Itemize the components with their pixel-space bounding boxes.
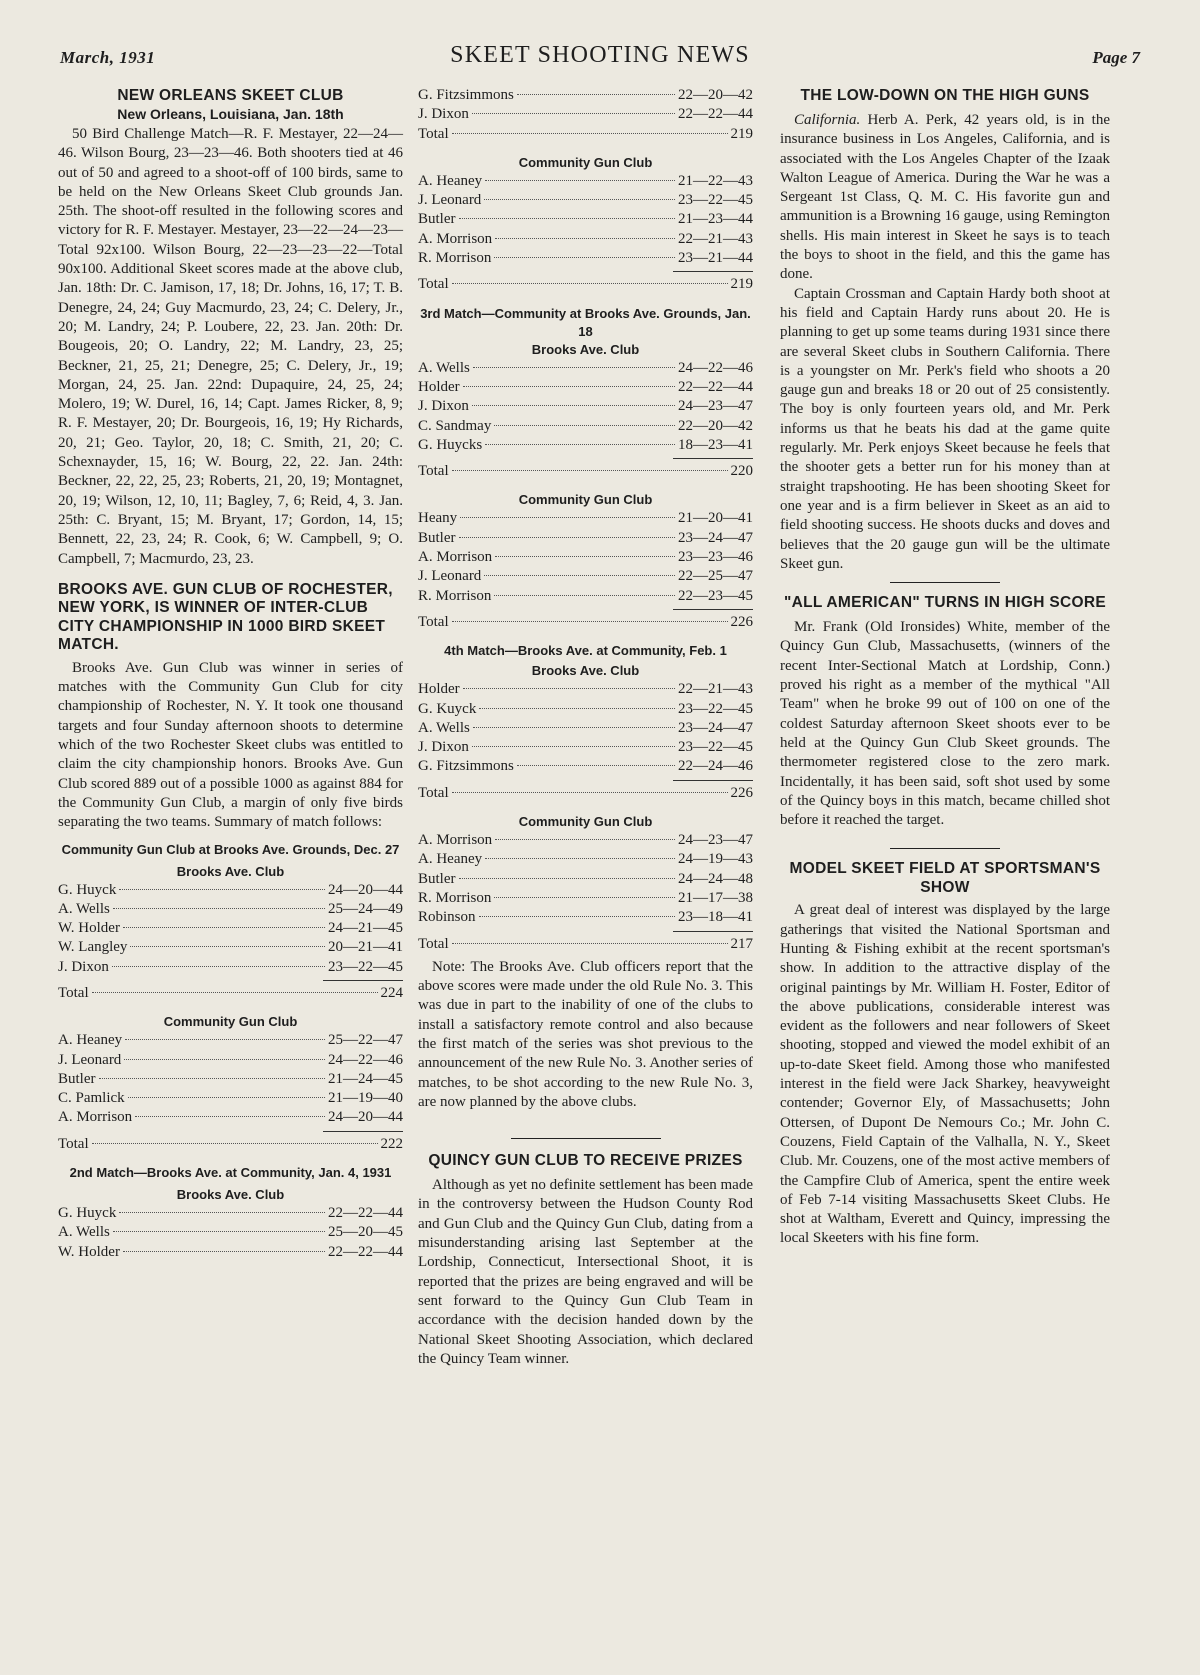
shooter-score: 21—20—41 (678, 510, 753, 527)
headline-brooks: BROOKS AVE. GUN CLUB OF ROCHESTER, NEW YORK, IS WINNER OF INTER-CLUB CITY CHAMPIONSHIP IN 1000 BIRD SKEET MATCH. (58, 580, 393, 654)
score-row (418, 831, 753, 850)
shooter-name: J. Leonard (418, 568, 482, 585)
match3-community-table (418, 509, 753, 605)
match4-community-table (418, 831, 753, 927)
match2-brooks-title: Brooks Ave. Club (176, 1187, 285, 1203)
shooter-score: 24—19—43 (678, 851, 753, 868)
match2-community-table (418, 172, 753, 268)
shooter-score: 22—22—44 (678, 106, 753, 123)
score-row (418, 850, 753, 869)
shooter-score: 23—23—46 (678, 549, 753, 566)
shooter-score: 23—24—47 (678, 529, 753, 546)
shooter-score: 21—23—44 (678, 211, 753, 228)
shooter-name: A. Wells (58, 900, 110, 917)
match4-brooks-table (418, 680, 753, 776)
shooter-score: 24—20—44 (328, 1109, 403, 1126)
match1-community-title: Community Gun Club (163, 1014, 298, 1030)
match-note: Note: The Brooks Ave. Club officers report that the above scores were made under the old Rule No. 3. This was due in part to the inability of one of the clubs to install a satisfactory remote control and also because the first match of the series was shot previous to the announcement of the new Rule No. 3. Another series of matches, to be shot according to the new Rule No. 3, are now planned by the above clubs. (418, 958, 753, 1110)
page-number: Page 7 (1092, 48, 1140, 67)
score-row (418, 417, 753, 436)
score-row (418, 757, 753, 776)
match2-community-total: Total 219 (418, 276, 753, 293)
shooter-name: A. Wells (58, 1224, 110, 1241)
score-row (58, 1089, 403, 1108)
score-row (418, 378, 753, 397)
shooter-name: J. Dixon (418, 106, 469, 123)
shooter-name: A. Wells (418, 719, 470, 736)
shooter-name: G. Fitzsimmons (418, 87, 514, 103)
shooter-score: 25—22—47 (328, 1032, 403, 1049)
match1-brooks-table (58, 881, 403, 977)
shooter-name: C. Pamlick (58, 1090, 125, 1107)
article-quincy-prizes: Although as yet no definite settlement has been made in the controversy between the Hudson County Rod and Gun Club and the Quincy Gun Club, dating from a misunderstanding arising last September at the Lordship, Connecticut, Intersectional Shoot, it is reported that the prizes are being engraved and will be sent forward to the Quincy Gun Club Team in accordance with the decision handed down by the National Skeet Shooting Association, which declared the Quincy Team winner. (418, 1177, 753, 1367)
match2-brooks-table-part1 (58, 1204, 403, 1262)
article-lowdown-p1: California. Herb A. Perk, 42 years old, is in the insurance business in Los Angeles, California, and is associated with the Los Angeles Chapter of the Izaak Walton League of America. During the War he was a Sergeant 1st Class, Q. M. C. His favorite gun and ammunition is a Browning 16 gauge, using Remington shells. His main interest in Skeet he says is to teach the boys to shoot in the field, and this the game has done. (780, 112, 1110, 283)
shooter-score: 18—23—41 (678, 436, 753, 453)
headline-quincy-prizes: QUINCY GUN CLUB TO RECEIVE PRIZES (428, 1152, 743, 1170)
score-row (418, 529, 753, 548)
shooter-score: 21—24—45 (328, 1070, 403, 1087)
headline-new-orleans: NEW ORLEANS SKEET CLUB (117, 87, 344, 104)
shooter-name: Butler (418, 529, 456, 546)
shooter-name: G. Kuyck (418, 700, 477, 717)
match3-community-title: Community Gun Club (518, 492, 653, 508)
match2-brooks-table-part2 (418, 86, 753, 125)
shooter-name: A. Heaney (418, 172, 483, 189)
shooter-name: G. Fitzsimmons (418, 758, 514, 775)
score-row (418, 870, 753, 889)
score-row (58, 1243, 403, 1262)
score-row (58, 938, 403, 957)
shooter-score: 22—23—45 (678, 587, 753, 604)
match3-community-total: Total 226 (418, 613, 753, 630)
score-row (58, 1223, 403, 1242)
match4-community-title: Community Gun Club (518, 814, 653, 830)
shooter-name: J. Leonard (58, 1051, 122, 1068)
shooter-name: J. Dixon (418, 398, 469, 415)
column-middle (418, 86, 753, 1369)
score-row (58, 1051, 403, 1070)
score-row (418, 680, 753, 699)
score-row (418, 700, 753, 719)
shooter-score: 22—24—46 (678, 758, 753, 775)
article-model-field: A great deal of interest was displayed by the large gatherings that visited the National Sportsman and Hunting & Fishing exhibit at the recent sportsman's show. In addition to the attractive display of the original paintings by Mr. William H. Foster, Editor of the above publications, considerable interest was evident as the followers and near followers of Skeet shooting, stopped and viewed the model exhibit of an up-to-date Skeet field. Among those who manifested interest in the field were Jack Sharkey, heavyweight contender; Governor Ely, of Massachusetts; John Ottersen, of Dupont De Nemours Co.; Mr. John C. Couzens, Field Captain of the Valhalla, N. Y., Skeet Club. Mr. Couzens, one of the most active members of the Campfire Club of America, spent the entire week of Feb 7-14 visiting Massachusetts Skeet Clubs. He shot at Waltham, Everett and Quincy, impressing the local Skeeters with his fine form. (780, 902, 1110, 1247)
score-row (58, 958, 403, 977)
score-row (418, 397, 753, 416)
match3-brooks-total: Total 220 (418, 463, 753, 480)
match4-brooks-total: Total 226 (418, 784, 753, 801)
shooter-score: 22—21—43 (678, 230, 753, 247)
shooter-score: 22—22—44 (678, 378, 753, 395)
match3-title: 3rd Match—Community at Brooks Ave. Grounds, Jan. 18 (420, 305, 751, 339)
match2-title: 2nd Match—Brooks Ave. at Community, Jan. 4, 1931 (69, 1165, 392, 1181)
score-row (418, 719, 753, 738)
shooter-name: A. Morrison (418, 832, 493, 849)
article-brooks: Brooks Ave. Gun Club was winner in series of matches with the Community Gun Club for city championship of Rochester, N. Y. It took one thousand targets and four Sunday afternoon shoots to determine which of the two Rochester Skeet clubs was entitled to claim the city championship honors. Brooks Ave. Gun Club scored 889 out of a possible 1000 as against 884 for the Community Gun Club, a margin of only five birds separating the two teams. Summary of match follows: (58, 659, 403, 831)
score-row (58, 881, 403, 900)
score-row (418, 738, 753, 757)
column-right (780, 86, 1110, 1249)
shooter-name: W. Holder (58, 920, 120, 937)
score-row (418, 86, 753, 105)
shooter-name: A. Morrison (58, 1109, 133, 1126)
shooter-name: A. Heaney (58, 1032, 123, 1049)
match2-brooks-total: Total 219 (418, 125, 753, 142)
score-row (58, 1070, 403, 1089)
score-row (418, 359, 753, 378)
score-row (418, 230, 753, 249)
shooter-score: 22—22—44 (328, 1205, 403, 1222)
score-row (58, 1204, 403, 1223)
shooter-score: 22—22—44 (328, 1243, 403, 1260)
shooter-name: Butler (58, 1070, 96, 1087)
match4-brooks-title: Brooks Ave. Club (531, 663, 640, 679)
shooter-score: 24—20—44 (328, 881, 403, 898)
score-row (58, 1108, 403, 1127)
article-new-orleans: 50 Bird Challenge Match—R. F. Mestayer, 22—24—46. Wilson Bourg, 23—23—46. Both shooters tied at 46 out of 50 and agreed to a shoot-off of 100 birds, same to be held on the New Orleans Skeet Club grounds Jan. 25th. The shoot-off resulted in the following scores and victory for R. F. Mestayer. Mestayer, 23—22—24—23—Total 92x100. Wilson Bourg, 22—23—23—22—Total 90x100. Additional Skeet scores made at the above club, Jan. 18th: Dr. C. Jamison, 17, 18; Dr. Johns, 16, 17; T. B. Denegre, 24, 24; Guy Macmurdo, 23, 24; C. Delery, Jr., 20; M. Landry, 24; P. Loubere, 22, 23. Jan. 20th: Dr. Bougeois, 20; O. Landry, 22; M. Landry, 23, 25; Beckner, 21, 25, 21; Denegre, 25; C. Delery, Jr., 19; Morgan, 24, 25. Jan. 22nd: Dupaquire, 24, 25, 24; Molero, 19; W. Durel, 16, 14; Capt. James Ricker, 8, 9; R. F. Mestayer, 20; Dr. Bourgeois, 16, 19; Hy Richards, 20, 21; Geo. Taylor, 20, 18; C. Smith, 21, 20; C. Schexnayder, 15, 16; W. Bourg, 22, 22. Jan. 24th: Beckner, 22, 22, 25, 23; Roberts, 21, 20, 19; Montagnet, 20, 19; Wilson, 12, 10, 11; Bagley, 7, 6; Reid, 4, 3. Jan. 25th: C. Bryant, 15; M. Bryant, 17; Gordon, 14, 15; Bennett, 22, 23, 24; R. Cook, 6; W. Campbell, 9; O. Campbell, 7; Macmurdo, 23, 23. (58, 126, 403, 567)
shooter-score: 24—23—47 (678, 398, 753, 415)
shooter-name: R. Morrison (418, 250, 492, 267)
shooter-name: C. Sandmay (418, 417, 492, 434)
shooter-name: A. Morrison (418, 549, 493, 566)
score-row (418, 210, 753, 229)
shooter-name: W. Langley (58, 939, 128, 956)
shooter-score: 23—22—45 (678, 192, 753, 209)
shooter-score: 23—21—44 (678, 250, 753, 267)
shooter-name: Robinson (418, 909, 476, 926)
score-row (418, 548, 753, 567)
score-row (418, 172, 753, 191)
shooter-score: 23—22—45 (678, 739, 753, 756)
match1-title: Community Gun Club at Brooks Ave. Grounds, Dec. 27 (61, 841, 400, 857)
score-row (418, 191, 753, 210)
shooter-name: Heany (418, 510, 458, 527)
shooter-name: A. Wells (418, 359, 470, 376)
shooter-name: Butler (418, 211, 456, 228)
shooter-name: J. Dixon (418, 739, 469, 756)
shooter-score: 23—22—45 (328, 958, 403, 975)
shooter-score: 23—22—45 (678, 700, 753, 717)
score-row (418, 249, 753, 268)
dateline-new-orleans: New Orleans, Louisiana, Jan. 18th (117, 106, 344, 122)
page-header (60, 42, 1140, 78)
shooter-name: R. Morrison (418, 889, 492, 906)
issue-date: March, 1931 (60, 48, 156, 67)
shooter-name: J. Dixon (58, 958, 109, 975)
score-row (58, 900, 403, 919)
score-row (418, 889, 753, 908)
shooter-name: A. Heaney (418, 851, 483, 868)
headline-model-field: MODEL SKEET FIELD AT SPORTSMAN'S SHOW (789, 860, 1101, 897)
shooter-score: 24—22—46 (678, 359, 753, 376)
shooter-name: G. Huycks (418, 436, 483, 453)
score-row (418, 105, 753, 124)
column-left (58, 86, 403, 1262)
shooter-name: Butler (418, 870, 456, 887)
shooter-name: J. Leonard (418, 192, 482, 209)
score-row (418, 587, 753, 606)
shooter-name: A. Morrison (418, 230, 493, 247)
shooter-name: W. Holder (58, 1243, 120, 1260)
shooter-score: 23—18—41 (678, 909, 753, 926)
shooter-score: 23—24—47 (678, 719, 753, 736)
score-row (58, 919, 403, 938)
shooter-score: 24—23—47 (678, 832, 753, 849)
lowdown-lead: California. (794, 112, 861, 128)
shooter-score: 25—24—49 (328, 900, 403, 917)
headline-lowdown: THE LOW-DOWN ON THE HIGH GUNS (800, 87, 1090, 104)
shooter-name: R. Morrison (418, 587, 492, 604)
shooter-score: 20—21—41 (328, 939, 403, 956)
shooter-score: 24—24—48 (678, 870, 753, 887)
shooter-score: 25—20—45 (328, 1224, 403, 1241)
match2-community-title: Community Gun Club (518, 154, 653, 170)
match3-brooks-title: Brooks Ave. Club (531, 341, 640, 357)
shooter-score: 21—22—43 (678, 172, 753, 189)
match1-brooks-title: Brooks Ave. Club (176, 863, 285, 879)
shooter-score: 22—20—42 (678, 87, 753, 103)
shooter-score: 21—19—40 (328, 1090, 403, 1107)
shooter-name: G. Huyck (58, 881, 117, 898)
score-row (418, 567, 753, 586)
shooter-score: 21—17—38 (678, 889, 753, 906)
match4-title: 4th Match—Brooks Ave. at Community, Feb. 1 (444, 643, 727, 659)
article-lowdown-p2: Captain Crossman and Captain Hardy both shoot at his field and Captain Hardy runs about 20. He is planning to get up some teams during 1931 since there are several Skeet clubs in Southern California. There is a youngster on Mr. Perk's field who shoots a 20 gauge gun and breaks 18 or 20 out of 25 consistently. The boy is only fourteen years old, and Mr. Perk informs us that he beats his dad at the game quite regularly. Mr. Perk enjoys Skeet because he feels that the shooter gets a better run for his money than at straight trapshooting. He has been shooting Skeet for one year and is a firm believer in Skeet as an aid to field shooting success. He shoots ducks and doves and believes that the 20 gauge gun will be the ultimate Skeet gun. (780, 285, 1110, 572)
headline-all-american: "ALL AMERICAN" TURNS IN HIGH SCORE (784, 594, 1106, 612)
publication-title: SKEET SHOOTING NEWS (450, 42, 750, 68)
match1-brooks-total: Total 224 (58, 984, 403, 1001)
shooter-score: 24—21—45 (328, 920, 403, 937)
shooter-name: Holder (418, 378, 460, 395)
match4-community-total: Total 217 (418, 935, 753, 952)
shooter-name: G. Huyck (58, 1205, 117, 1222)
shooter-score: 22—21—43 (678, 681, 753, 698)
score-row (418, 509, 753, 528)
match3-brooks-table (418, 359, 753, 455)
match1-community-table (58, 1031, 403, 1127)
article-all-american: Mr. Frank (Old Ironsides) White, member of the Quincy Gun Club, Massachusetts, (winners of the recent Inter-Sectional Match at Lordship, Conn.) proved his right as a member of the mythical "All Team" when he broke 99 out of 100 on one of the coldest Saturday afternoon Skeet shoots ever to be held at the Quincy Gun Club Skeet grounds. The thermometer registered close to the zero mark. Incidentally, it has been said, soft shot used by some of the Quincy boys in this match, became chilled shot before it reached the target. (780, 619, 1110, 829)
shooter-score: 22—20—42 (678, 417, 753, 434)
match1-community-total: Total 222 (58, 1135, 403, 1152)
score-row (58, 1031, 403, 1050)
shooter-score: 22—25—47 (678, 568, 753, 585)
score-row (418, 908, 753, 927)
shooter-name: Holder (418, 681, 460, 698)
score-row (418, 436, 753, 455)
shooter-score: 24—22—46 (328, 1051, 403, 1068)
